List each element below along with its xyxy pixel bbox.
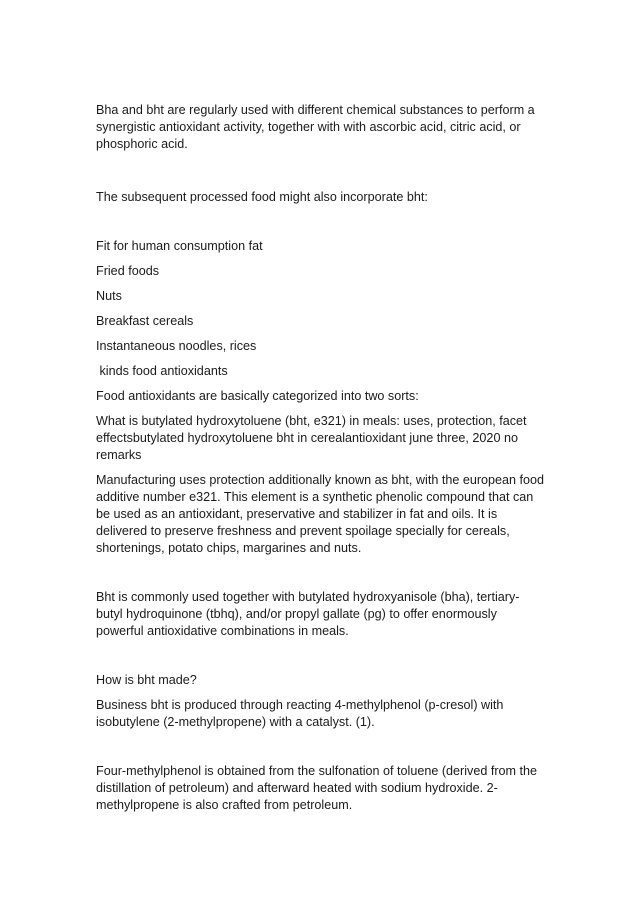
paragraph-processed-food-intro: The subsequent processed food might also incorporate bht: (96, 190, 428, 204)
paragraph-what-is-bht: What is butylated hydroxytoluene (bht, e321) in meals: uses, protection, facet effectsbutylated hydroxytoluene bht in cerealantioxidant june three, 2020 no remarks (96, 414, 527, 462)
paragraph-methylphenol-source: Four-methylphenol is obtained from the sulfonation of toluene (derived from the distillation of petroleum) and afterward heated with sodium hydroxide. 2-methylpropene is also crafted from petroleum. (96, 764, 538, 812)
paragraph-bha-bht-synergy: Bha and bht are regularly used with different chemical substances to perform a synergistic antioxidant activity, together with with ascorbic acid, citric acid, or phosphoric acid. (96, 103, 535, 151)
paragraph-manufacturing-uses: Manufacturing uses protection additionally known as bht, with the european food additive number e321. This element is a synthetic phenolic compound that can be used as an antioxidant, preservative and stabilizer in fat and oils. It is delivered to preserve freshness and prevent spoilage specially for cereals, shortenings, potato chips, margarines and nuts. (96, 473, 545, 555)
document-body (96, 102, 546, 814)
list-item-fried-foods: Fried foods (96, 264, 159, 278)
paragraph-antioxidant-categories: Food antioxidants are basically categorized into two sorts: (96, 389, 419, 403)
list-item-nuts: Nuts (96, 289, 122, 303)
list-item-noodles: Instantaneous noodles, rices (96, 339, 257, 353)
heading-food-antioxidants: kinds food antioxidants (96, 364, 228, 378)
heading-how-bht-made: How is bht made? (96, 673, 197, 687)
paragraph-bht-combinations: Bht is commonly used together with butylated hydroxyanisole (bha), tertiary-butyl hydroquinone (tbhq), and/or propyl gallate (pg) to offer enormously powerful antioxidative combinations in meals. (96, 590, 520, 638)
paragraph-business-bht-production: Business bht is produced through reacting 4-methylphenol (p-cresol) with isobutylene (2-methylpropene) with a catalyst. (1). (96, 698, 504, 729)
list-item-fat: Fit for human consumption fat (96, 239, 263, 253)
list-item-breakfast-cereals: Breakfast cereals (96, 314, 194, 328)
